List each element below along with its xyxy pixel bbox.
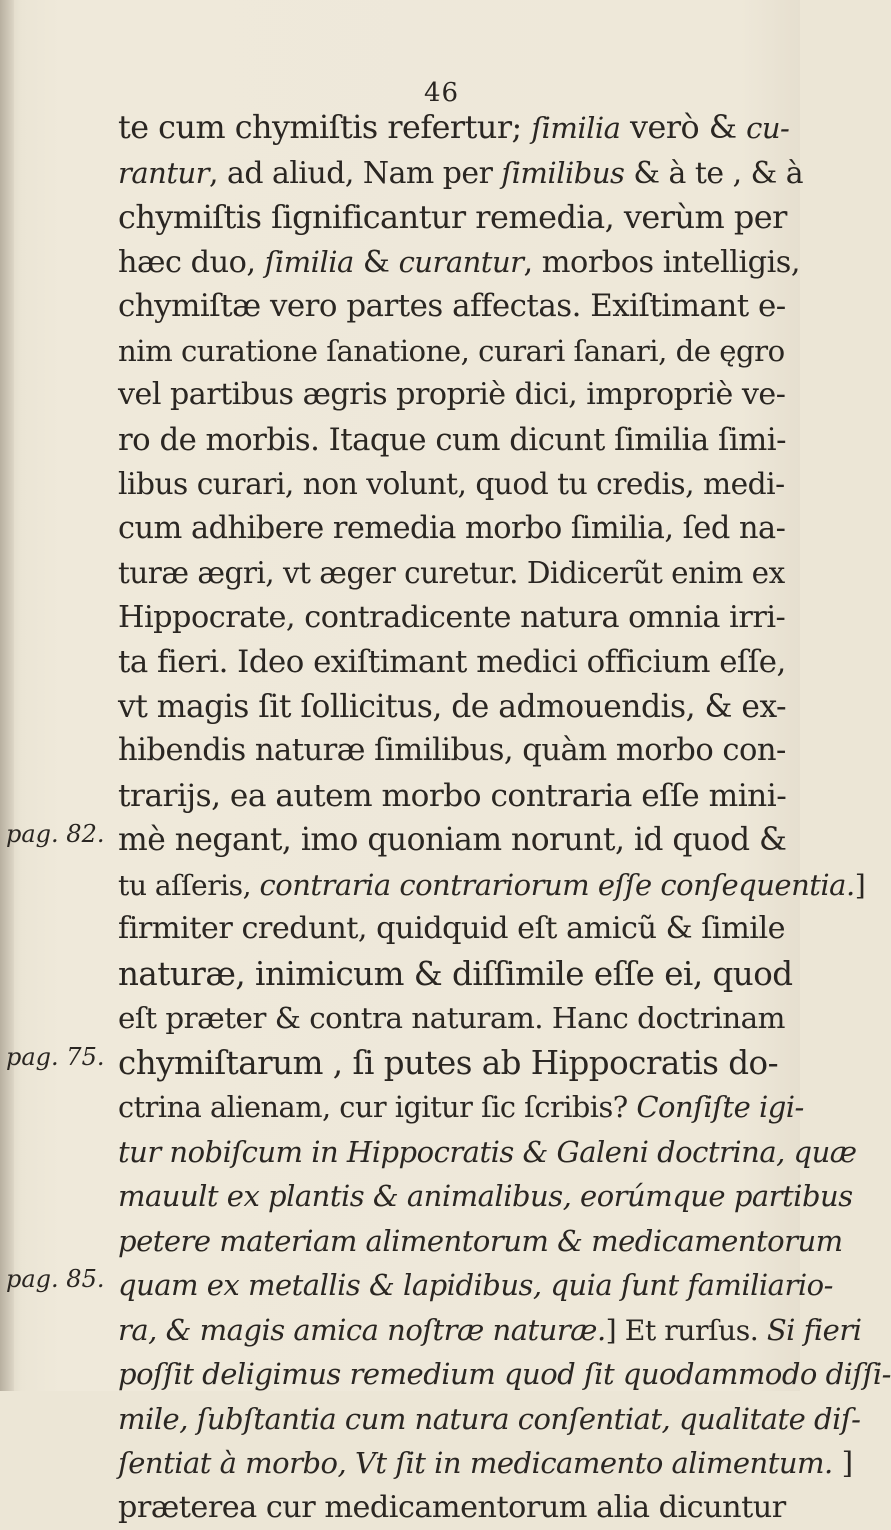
italic-segment: Conſiſte igi- xyxy=(636,1090,804,1124)
text-segment: ctrina alienam, cur igitur ſic ſcribis? xyxy=(118,1090,636,1124)
text-segment: eſt præter & contra naturam. Hanc doctrinam xyxy=(118,1001,785,1035)
text-line xyxy=(118,1041,794,1086)
italic-segment: ſentiat à morbo, Vt ſit in medicamento alimentum. xyxy=(118,1446,833,1480)
text-segment: verò & xyxy=(620,109,746,146)
text-segment: vel partibus ægris propriè dici, impropriè ve- xyxy=(118,377,785,412)
text-line xyxy=(118,863,794,908)
italic-segment: poſſit deligimus remedium quod ſit quodammodo diſſi- xyxy=(118,1357,891,1391)
text-segment: & xyxy=(354,245,399,280)
text-line xyxy=(118,151,794,196)
text-segment: hibendis naturæ ſimilibus, quàm morbo con- xyxy=(118,733,786,768)
italic-segment: ſimilia xyxy=(531,111,620,145)
text-line xyxy=(118,1441,794,1486)
text-segment: libus curari, non volunt, quod tu credis, medi- xyxy=(118,466,785,501)
text-line xyxy=(118,1263,794,1308)
text-segment: ] Et rurſus. xyxy=(606,1314,767,1347)
body-text xyxy=(118,106,794,1530)
text-segment: hæc duo, xyxy=(118,245,265,280)
text-line xyxy=(118,907,794,952)
text-segment: ta fieri. Ideo exiſtimant medici officium eſſe, xyxy=(118,644,786,680)
text-line xyxy=(118,640,794,685)
text-line xyxy=(118,551,794,596)
italic-segment: mauult ex plantis & animalibus, eorúmque partibus xyxy=(118,1179,853,1213)
italic-segment: ſimilia xyxy=(265,245,354,279)
italic-segment: ra, & magis amica noſtræ naturæ. xyxy=(118,1313,606,1347)
text-line xyxy=(118,1486,794,1530)
text-line xyxy=(118,1308,794,1353)
text-segment: & à te , & à xyxy=(624,156,803,191)
text-line xyxy=(118,240,794,285)
italic-segment: tur nobiſcum in Hippocratis & Galeni doctrina, quæ xyxy=(118,1135,857,1169)
text-segment: ] xyxy=(833,1446,853,1480)
text-segment: firmiter credunt, quidquid eſt amicũ & ſimile xyxy=(118,911,785,946)
margin-note: pag. 85. xyxy=(6,1265,104,1293)
italic-segment: cu- xyxy=(746,111,789,145)
page-gutter xyxy=(0,0,14,1391)
text-segment: trarijs, ea autem morbo contraria eſſe mini- xyxy=(118,778,786,814)
text-segment: nim curatione ſanatione, curari ſanari, de ęgro xyxy=(118,334,785,368)
text-line xyxy=(118,596,794,641)
text-line xyxy=(118,373,794,418)
text-line xyxy=(118,1219,794,1264)
italic-segment: rantur xyxy=(118,156,209,190)
text-segment: cum adhibere remedia morbo ſimilia, ſed na- xyxy=(118,511,785,546)
text-line xyxy=(118,1085,794,1130)
text-segment: tu aſſeris, xyxy=(118,869,260,902)
text-line xyxy=(118,195,794,240)
text-segment: turæ ægri, vt æger curetur. Didicerũt enim ex xyxy=(118,556,785,590)
text-segment: Hippocrate, contradicente natura omnia irri- xyxy=(118,600,785,635)
italic-segment: quam ex metallis & lapidibus, quia ſunt familiario- xyxy=(118,1268,833,1302)
italic-segment: Si fieri xyxy=(767,1313,862,1347)
text-segment: præterea cur medicamentorum alia dicuntur xyxy=(118,1490,786,1525)
text-line xyxy=(118,685,794,730)
text-line xyxy=(118,507,794,552)
margin-note: pag. 75. xyxy=(6,1043,104,1071)
page-number: 46 xyxy=(424,78,484,108)
margin-note: pag. 82. xyxy=(6,820,104,848)
text-segment: ro de morbis. Itaque cum dicunt ſimilia ſimi- xyxy=(118,422,786,458)
italic-segment: mile, ſubſtantia cum natura conſentiat, qualitate diſ- xyxy=(118,1402,860,1436)
text-segment: te cum chymiſtis refertur; xyxy=(118,109,531,146)
text-segment: chymiſtæ vero partes affectas. Exiſtimant e- xyxy=(118,288,786,324)
text-segment: naturæ, inimicum & diſſimile eſſe ei, quod xyxy=(118,955,793,993)
text-segment: , ad aliud, Nam per xyxy=(209,156,501,191)
text-line xyxy=(118,1352,794,1397)
text-line xyxy=(118,952,794,997)
text-line xyxy=(118,284,794,329)
text-line xyxy=(118,462,794,507)
text-line xyxy=(118,818,794,863)
italic-segment: ſimilibus xyxy=(501,156,624,190)
text-line xyxy=(118,729,794,774)
text-line xyxy=(118,1397,794,1442)
text-segment: vt magis ſit ſollicitus, de admouendis, & ex- xyxy=(118,689,786,725)
text-line xyxy=(118,1174,794,1219)
text-segment: chymiſtarum , ſi putes ab Hippocratis do- xyxy=(118,1044,778,1082)
text-line xyxy=(118,1130,794,1175)
text-line xyxy=(118,418,794,463)
text-line xyxy=(118,329,794,374)
text-segment: chymiſtis ſignificantur remedia, verùm per xyxy=(118,198,787,236)
text-line xyxy=(118,996,794,1041)
text-segment: ] xyxy=(855,869,866,902)
italic-segment: contraria contrariorum eſſe conſequentia. xyxy=(260,868,855,902)
italic-segment: petere materiam alimentorum & medicamentorum xyxy=(118,1224,843,1258)
text-segment: , morbos intelligis, xyxy=(524,245,800,280)
text-line xyxy=(118,774,794,819)
text-segment: mè negant, imo quoniam norunt, id quod & xyxy=(118,822,786,858)
text-line xyxy=(118,106,794,151)
italic-segment: curantur xyxy=(399,245,524,279)
